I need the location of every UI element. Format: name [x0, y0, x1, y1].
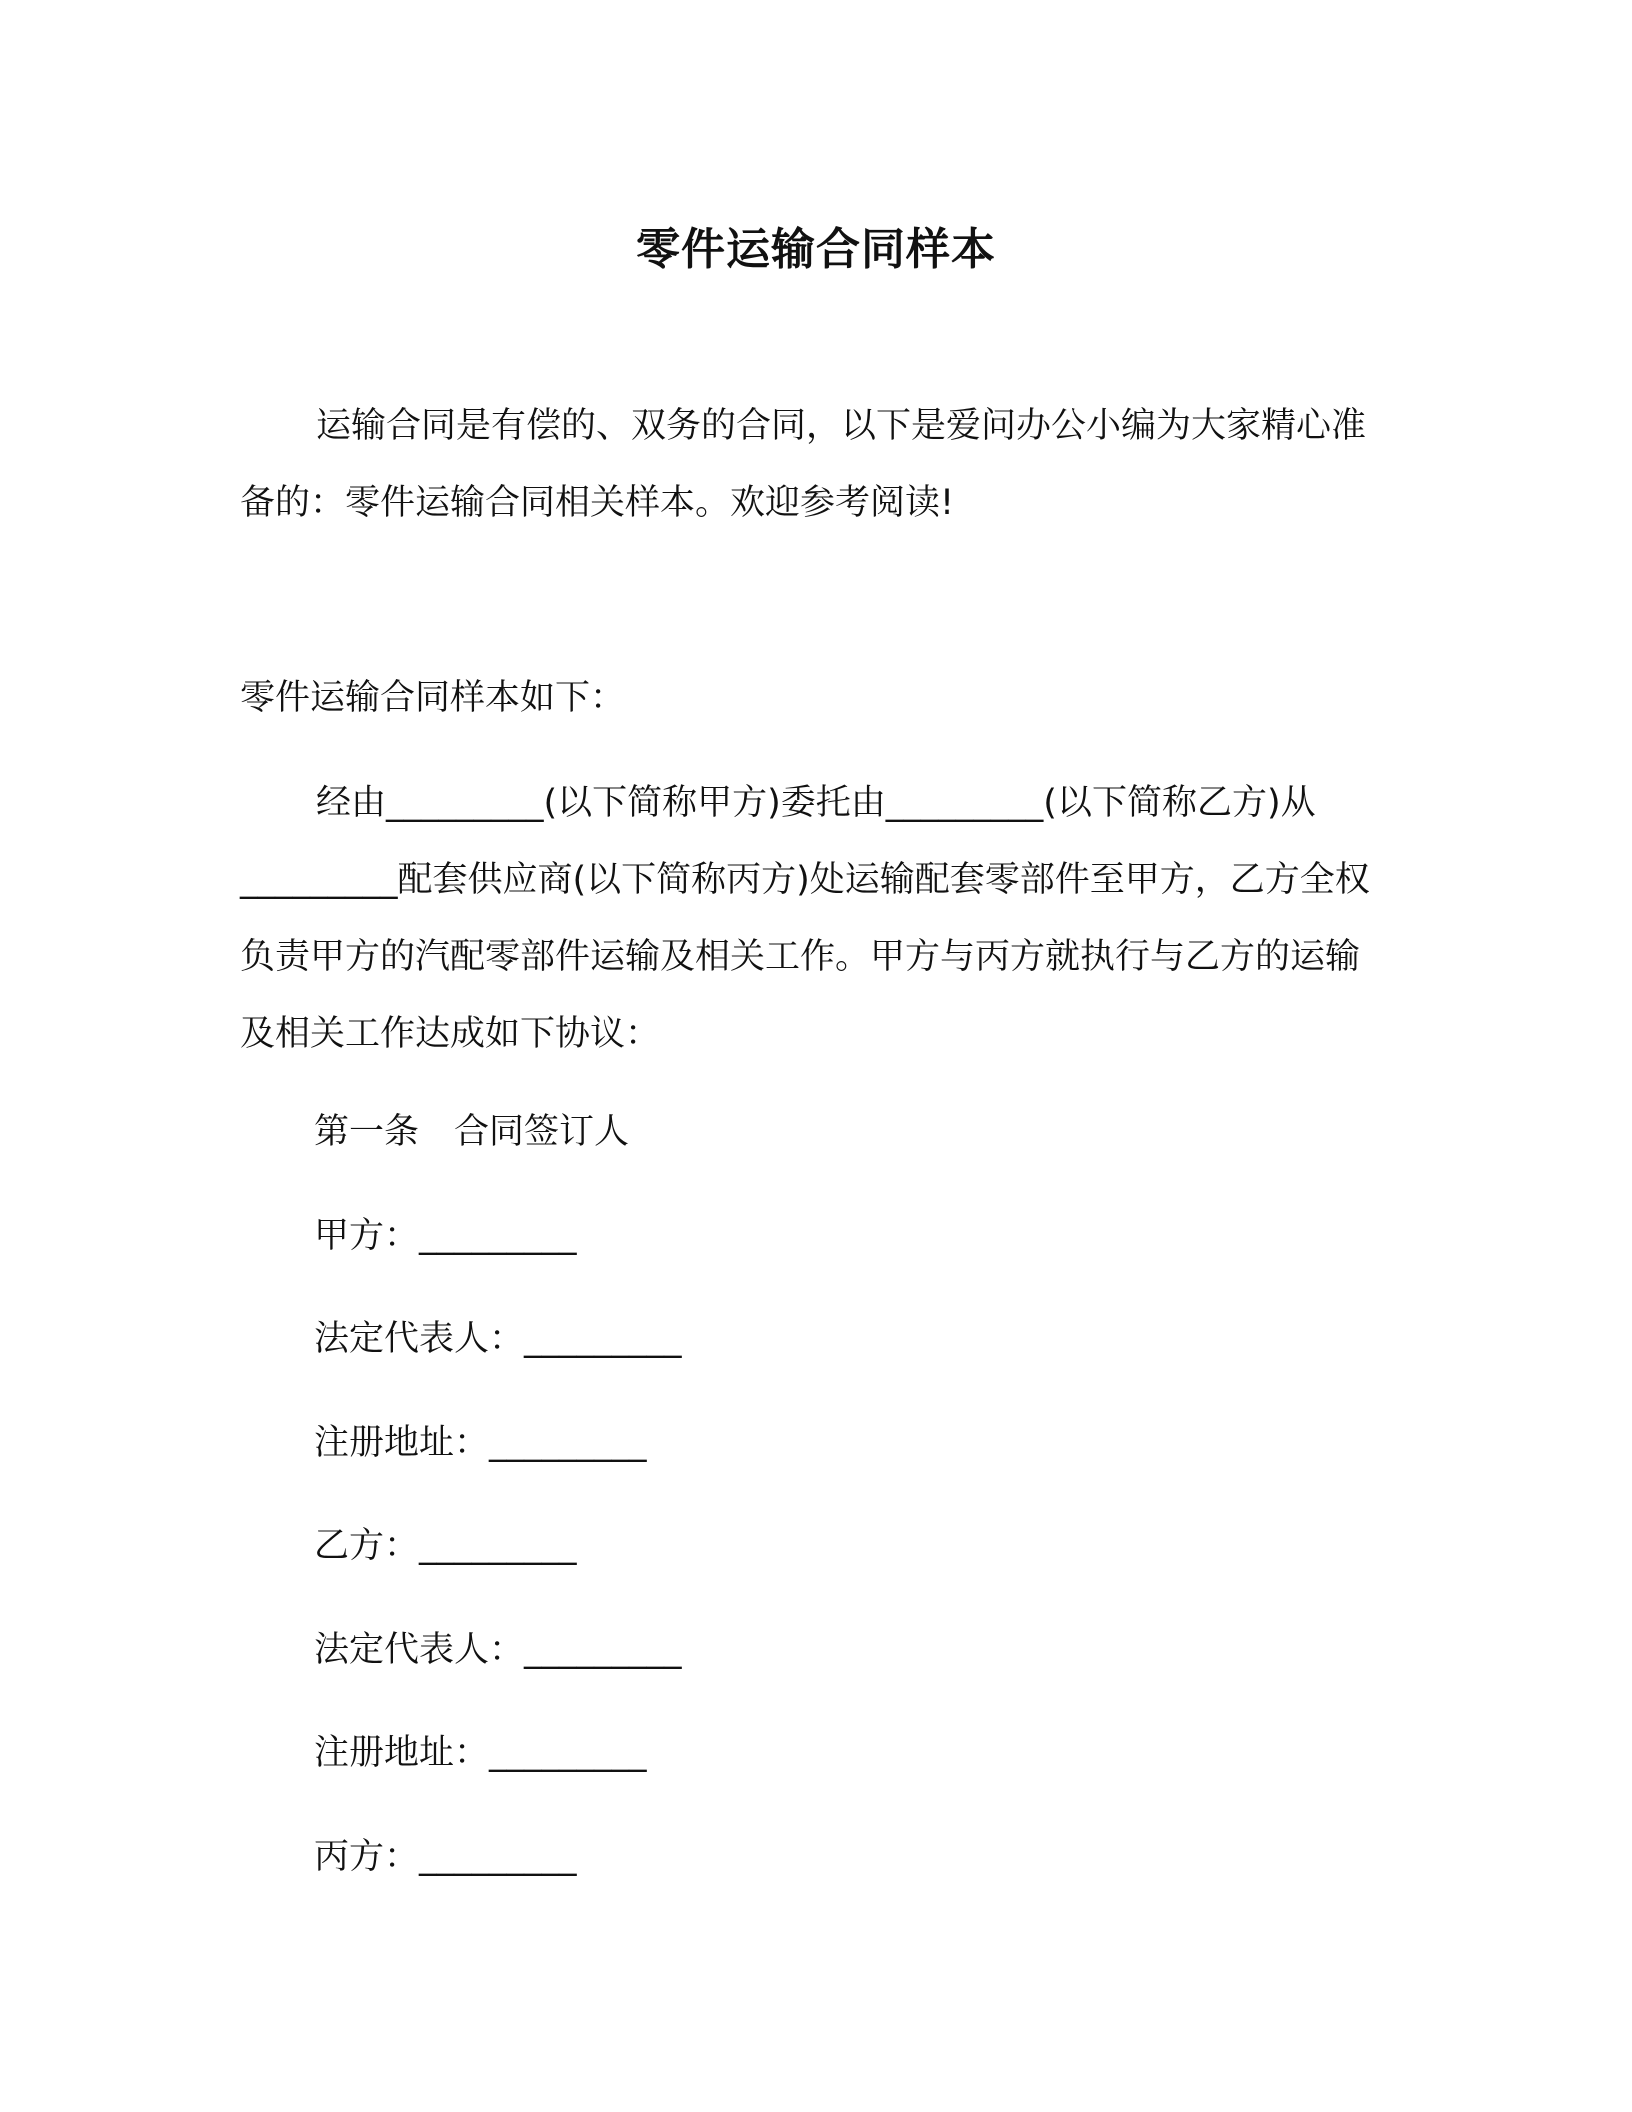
party-a-representative-field	[314, 1314, 682, 1364]
party-a-field	[314, 1211, 577, 1261]
field-blank: _________	[419, 1216, 577, 1256]
field-label: 注册地址：	[314, 1423, 490, 1463]
section-heading: 零件运输合同样本如下：	[240, 678, 626, 718]
party-b-field	[314, 1521, 577, 1571]
party-c-field	[314, 1832, 577, 1882]
field-blank: _________	[419, 1837, 577, 1877]
field-label: 丙方：	[314, 1837, 420, 1877]
field-label: 乙方：	[314, 1526, 420, 1566]
document-title: 零件运输合同样本	[636, 224, 996, 275]
field-label: 法定代表人：	[314, 1319, 525, 1359]
intro-paragraph: 运输合同是有偿的、双务的合同，以下是爱问办公小编为大家精心准备的：零件运输合同相关样本。欢迎参考阅读!	[240, 406, 1367, 523]
field-label: 法定代表人：	[314, 1630, 525, 1670]
party-b-address-field	[314, 1728, 647, 1778]
article-heading: 第一条 合同签订人	[314, 1112, 630, 1152]
party-a-address-field	[314, 1418, 647, 1468]
party-b-representative-field	[314, 1625, 682, 1675]
field-blank: _________	[489, 1733, 647, 1773]
field-label: 甲方：	[314, 1216, 420, 1256]
field-blank: _________	[489, 1423, 647, 1463]
field-blank: _________	[524, 1630, 682, 1670]
field-blank: _________	[419, 1526, 577, 1566]
field-label: 注册地址：	[314, 1733, 490, 1773]
field-blank: _________	[524, 1319, 682, 1359]
agreement-paragraph: 经由_________(以下简称甲方)委托由_________(以下简称乙方)从_________配套供应商(以下简称丙方)处运输配套零部件至甲方，乙方全权负责甲方的汽配零部件运输及相关工作。甲方与丙方就执行与乙方的运输及相关工作达成如下协议：	[240, 783, 1370, 1054]
